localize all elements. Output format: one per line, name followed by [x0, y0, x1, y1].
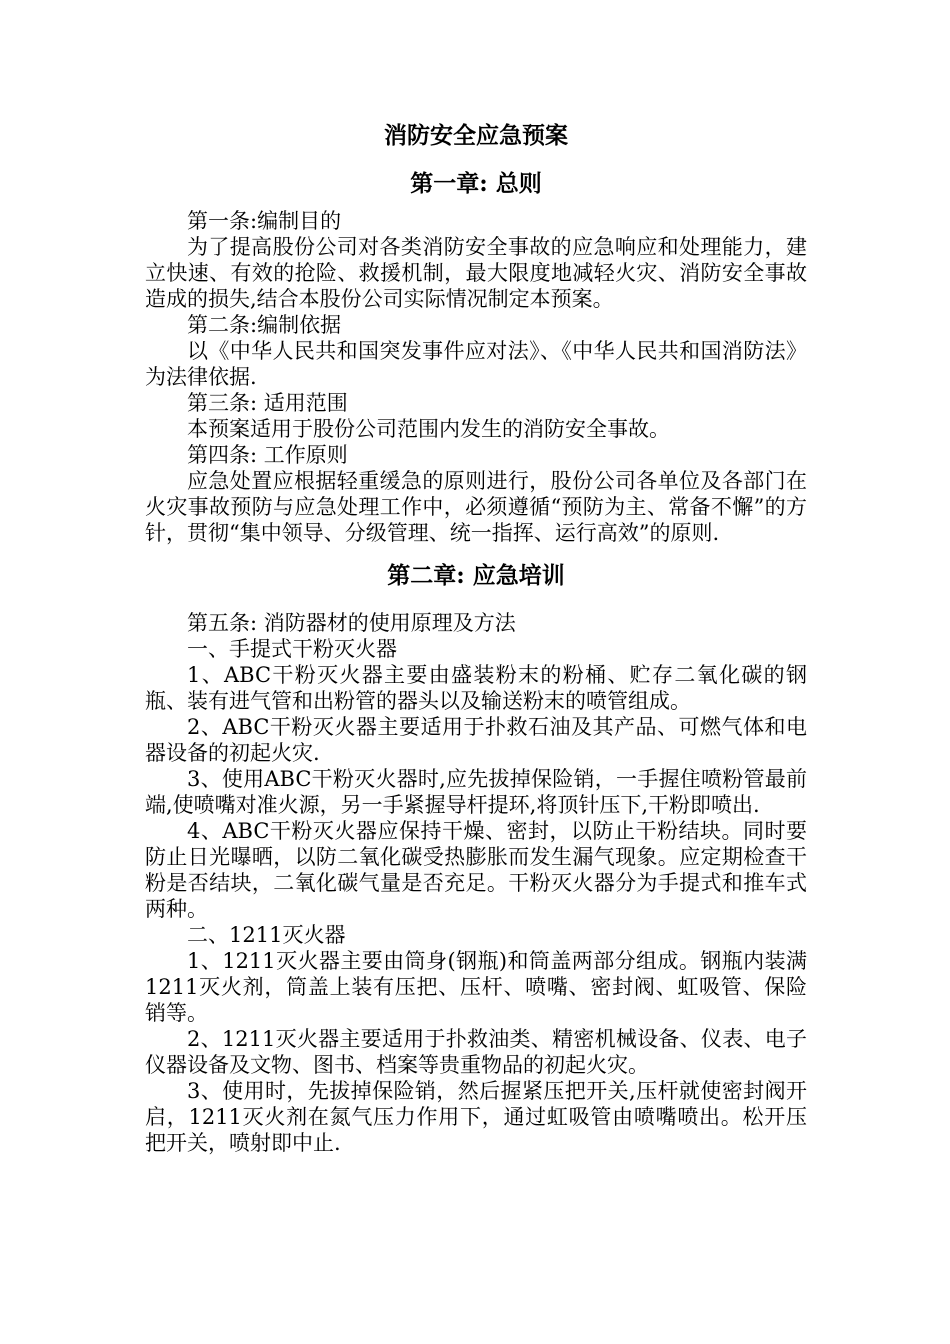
section-1211-heading: 二、1211灭火器	[187, 923, 346, 947]
article-4-text: 应急处置应根据轻重缓急的原则进行，股份公司各单位及各部门在火灾事故预防与应急处理工作中，必须遵循“预防为主、常备不懈”的方针，贯彻“集中领导、分级管理、统一指挥、运行高效”的原则.	[145, 469, 807, 545]
dry-powder-item-3: 3、使用ABC干粉灭火器时,应先拔掉保险销，一手握住喷粉管最前端,使喷嘴对准火源，另一手紧握导杆提环,将顶针压下,干粉即喷出.	[145, 767, 807, 817]
article-2-text: 以《中华人民共和国突发事件应对法》、《中华人民共和国消防法》为法律依据.	[145, 339, 807, 389]
extinguisher-1211-item-1: 1、1211灭火器主要由筒身(钢瓶)和筒盖两部分组成。钢瓶内装满1211灭火剂，筒盖上装有压把、压杆、喷嘴、密封阀、虹吸管、保险销等。	[145, 949, 807, 1025]
extinguisher-1211-item-3: 3、使用时，先拔掉保险销，然后握紧压把开关,压杆就使密封阀开启，1211灭火剂在氮气压力作用下，通过虹吸管由喷嘴喷出。松开压把开关，喷射即中止.	[145, 1079, 807, 1155]
extinguisher-1211-item-2: 2、1211灭火器主要适用于扑救油类、精密机械设备、仪表、电子仪器设备及文物、图书、档案等贵重物品的初起火灾。	[145, 1027, 807, 1077]
chapter-2-title: 第二章: 应急培训	[387, 562, 565, 589]
article-5-heading: 第五条: 消防器材的使用原理及方法	[187, 611, 516, 635]
chapter-1-body	[145, 208, 807, 546]
dry-powder-item-2: 2、ABC干粉灭火器主要适用于扑救石油及其产品、可燃气体和电器设备的初起火灾.	[145, 715, 807, 765]
article-2-heading: 第二条:编制依据	[187, 313, 342, 337]
document-title: 消防安全应急预案	[384, 122, 568, 149]
chapter-2-body	[145, 610, 807, 1156]
dry-powder-item-4: 4、ABC干粉灭火器应保持干燥、密封，以防止干粉结块。同时要防止日光曝晒，以防二氧化碳受热膨胀而发生漏气现象。应定期检查干粉是否结块，二氧化碳气量是否充足。干粉灭火器分为手提式和推车式两种。	[145, 819, 807, 921]
dry-powder-item-1: 1、ABC干粉灭火器主要由盛装粉末的粉桶、贮存二氧化碳的钢瓶、装有进气管和出粉管的器头以及输送粉末的喷管组成。	[145, 663, 807, 713]
article-3-heading: 第三条: 适用范围	[187, 391, 348, 415]
section-dry-powder-heading: 一、手提式干粉灭火器	[187, 637, 397, 661]
article-1-text: 为了提高股份公司对各类消防安全事故的应急响应和处理能力，建立快速、有效的抢险、救援机制，最大限度地减轻火灾、消防安全事故造成的损失,结合本股份公司实际情况制定本预案。	[145, 235, 807, 311]
article-3-text: 本预案适用于股份公司范围内发生的消防安全事故。	[187, 417, 670, 441]
article-1-heading: 第一条:编制目的	[187, 209, 342, 233]
article-4-heading: 第四条: 工作原则	[187, 443, 348, 467]
document-page	[145, 118, 807, 1156]
chapter-1-title: 第一章: 总则	[410, 170, 542, 197]
